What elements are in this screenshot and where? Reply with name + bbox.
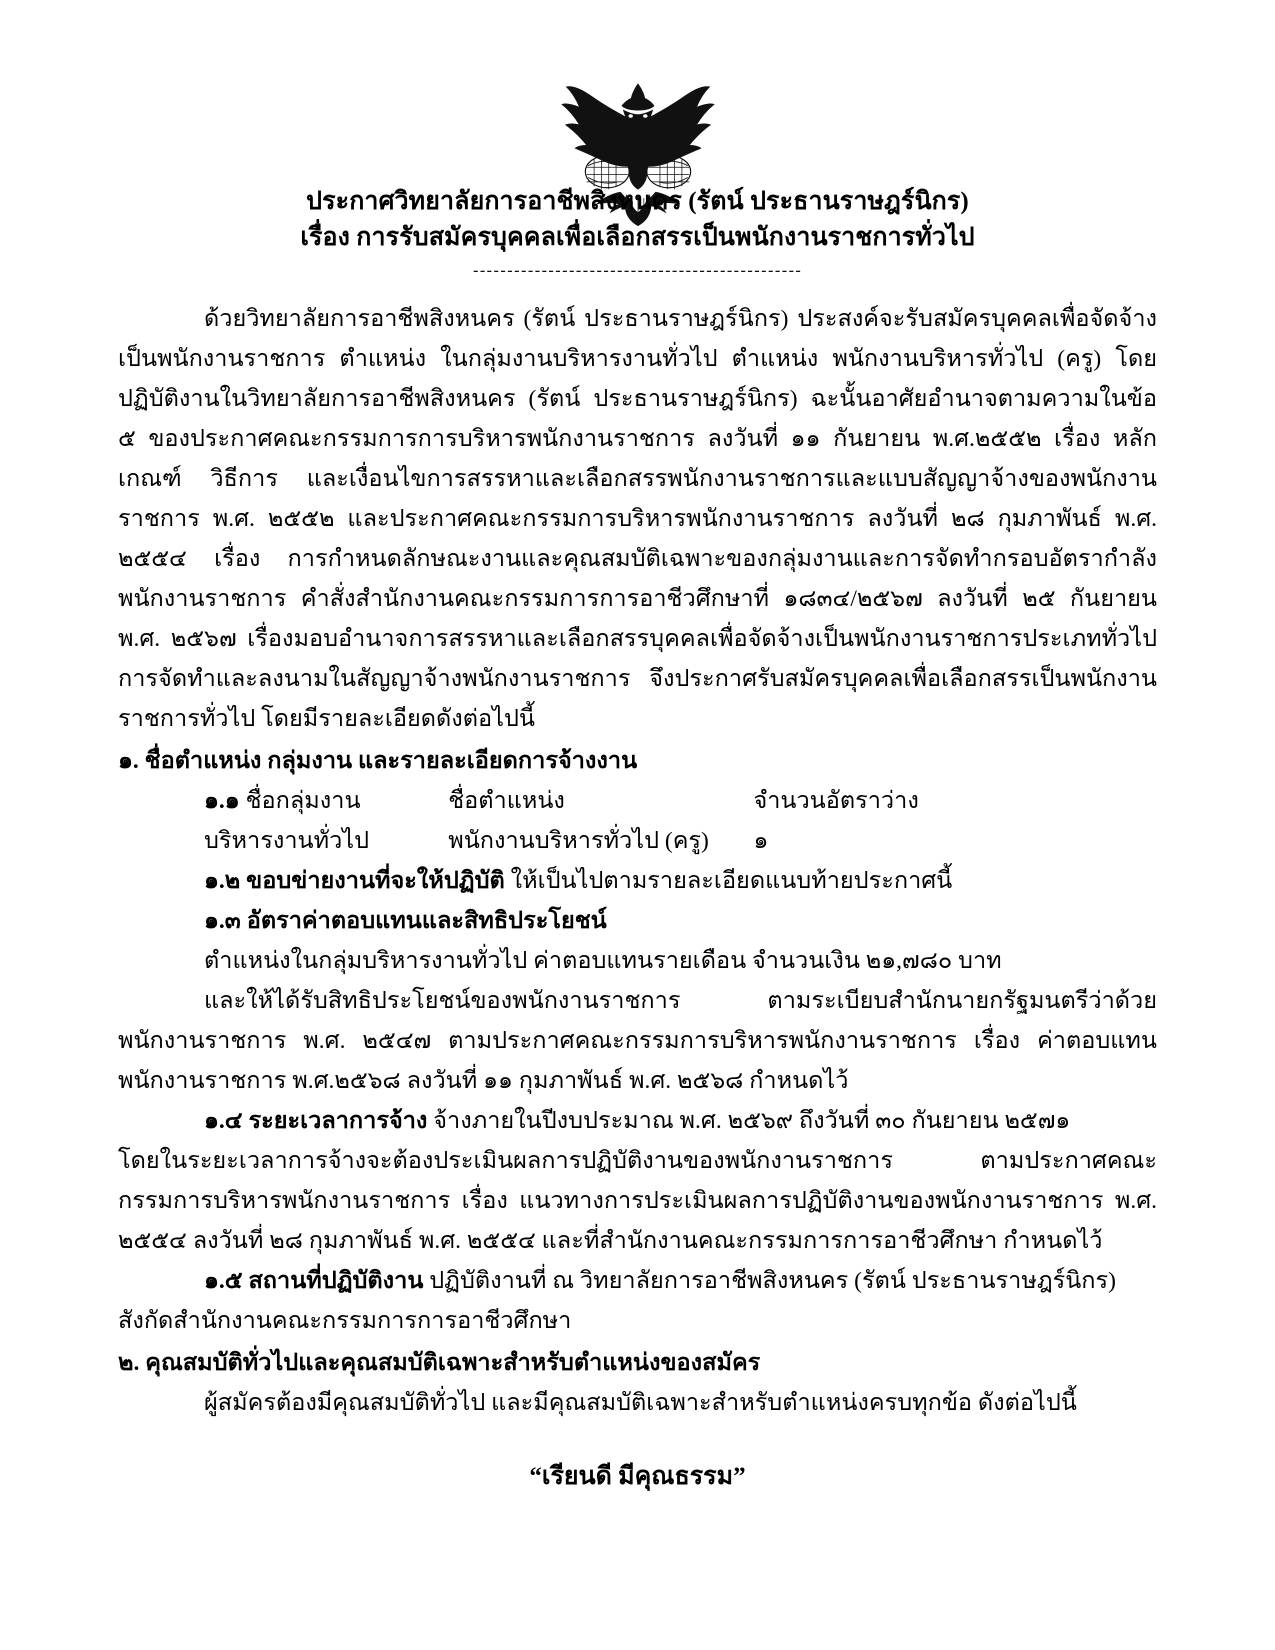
cell-vacancy-count: ๑ <box>753 828 769 854</box>
sub-1-3-line-1: ตำแหน่งในกลุ่มบริหารงานทั่วไป ค่าตอบแทนรายเดือน จำนวนเงิน ๒๑,๗๘๐ บาท <box>204 948 1002 974</box>
sub-1-1-number: ๑.๑ <box>204 788 240 814</box>
footer-motto: “เรียนดี มีคุณธรรม” <box>529 1463 746 1490</box>
sub-1-2-number: ๑.๒ <box>204 868 241 894</box>
table-col-group-header <box>204 781 448 821</box>
position-table <box>204 781 964 861</box>
document-body <box>118 299 1157 1497</box>
sub-1-4-continuation: โดยในระยะเวลาการจ้างจะต้องประเมินผลการปฏิบัติงานของพนักงานราชการ ตามประกาศคณะกรรมการบริหารพนักงานราชการ เรื่อง แนวทางการประเมินผลการปฏิบัติงานของพนักงานราชการ พ.ศ. ๒๕๕๔ ลงวันที่ ๒๘ กุมภาพันธ์ พ.ศ. ๒๕๕๔ และที่สำนักงานคณะกรรมการการอาชีวศึกษา กำหนดไว้ <box>118 1148 1157 1254</box>
sub-1-3-line-2: และให้ได้รับสิทธิประโยชน์ของพนักงานราชการ ตามระเบียบสำนักนายกรัฐมนตรีว่าด้วยพนักงานราชการ พ.ศ. ๒๕๔๗ ตามประกาศคณะกรรมการบริหารพนักงานราชการ เรื่อง ค่าตอบแทนพนักงานราชการ พ.ศ.๒๕๖๘ ลงวันที่ ๑๑ กุมภาพันธ์ พ.ศ. ๒๕๖๘ กำหนดไว้ <box>118 988 1157 1094</box>
sub-1-5-number: ๑.๕ <box>204 1268 243 1294</box>
sub-section-1-5 <box>204 1261 1157 1301</box>
emblem-container <box>118 0 1157 170</box>
sub-section-1-2 <box>204 861 1157 901</box>
sub-1-4-number: ๑.๔ <box>204 1108 243 1134</box>
table-header-row <box>204 781 964 821</box>
sub-1-2-label: ขอบข่ายงานที่จะให้ปฏิบัติ <box>246 868 505 894</box>
sub-1-2-text: ให้เป็นไปตามรายละเอียดแนบท้ายประกาศนี้ <box>510 868 953 894</box>
sub-1-4-text: จ้างภายในปีงบประมาณ พ.ศ. ๒๕๖๙ ถึงวันที่ ๓๐ กันยายน ๒๕๗๑ <box>433 1108 1071 1134</box>
sub-1-4-label: ระยะเวลาการจ้าง <box>248 1108 428 1134</box>
section-2-heading: ๒. คุณสมบัติทั่วไปและคุณสมบัติเฉพาะสำหรับตำแหน่งของสมัคร <box>118 1350 761 1376</box>
sub-section-1-4 <box>204 1101 1157 1141</box>
sub-1-3-number: ๑.๓ <box>204 908 241 934</box>
page-title: ประกาศวิทยาลัยการอาชีพสิงหนคร (รัตน์ ประธานราษฎร์นิกร) <box>306 188 969 215</box>
page-subtitle: เรื่อง การรับสมัครบุคคลเพื่อเลือกสรรเป็นพนักงานราชการทั่วไป <box>300 223 975 251</box>
section-1-heading: ๑. ชื่อตำแหน่ง กลุ่มงาน และรายละเอียดการจ้างงาน <box>118 748 638 774</box>
cell-group-name: บริหารงานทั่วไป <box>204 828 370 854</box>
title-divider: ------------------------------------------------ <box>472 261 803 280</box>
cell-position-name: พนักงานบริหารทั่วไป (ครู) <box>448 828 709 854</box>
table-col-vacancy-header: จำนวนอัตราว่าง <box>753 788 919 814</box>
intro-paragraph: ด้วยวิทยาลัยการอาชีพสิงหนคร (รัตน์ ประธานราษฎร์นิกร) ประสงค์จะรับสมัครบุคคลเพื่อจัดจ้างเป็นพนักงานราชการ ตำแหน่ง ในกลุ่มงานบริหารงานทั่วไป ตำแหน่ง พนักงานบริหารทั่วไป (ครู) โดยปฏิบัติงานในวิทยาลัยการอาชีพสิงหนคร (รัตน์ ประธานราษฎร์นิกร) ฉะนั้นอาศัยอำนาจตามความในข้อ ๕ ของประกาศคณะกรรมการการบริหารพนักงานราชการ ลงวันที่ ๑๑ กันยายน พ.ศ.๒๕๕๒ เรื่อง หลักเกณฑ์ วิธีการ และเงื่อนไขการสรรหาและเลือกสรรพนักงานราชการและแบบสัญญาจ้างของพนักงานราชการ พ.ศ. ๒๕๕๒ และประกาศคณะกรรมการบริหารพนักงานราชการ ลงวันที่ ๒๘ กุมภาพันธ์ พ.ศ. ๒๕๕๔ เรื่อง การกำหนดลักษณะงานและคุณสมบัติเฉพาะของกลุ่มงานและการจัดทำกรอบอัตรากำลังพนักงานราชการ คำสั่งสำนักงานคณะกรรมการการอาชีวศึกษาที่ ๑๘๓๔/๒๕๖๗ ลงวันที่ ๒๕ กันยายน พ.ศ. ๒๕๖๗ เรื่องมอบอำนาจการสรรหาและเลือกสรรบุคคลเพื่อจัดจ้างเป็นพนักงานราชการประเภททั่วไปการจัดทำและลงนามในสัญญาจ้างพนักงานราชการ จึงประกาศรับสมัครบุคคลเพื่อเลือกสรรเป็นพนักงานราชการทั่วไป โดยมีรายละเอียดดังต่อไปนี้ <box>118 306 1157 732</box>
sub-1-5-continuation: สังกัดสำนักงานคณะกรรมการการอาชีวศึกษา <box>118 1308 572 1334</box>
sub-1-3-label: อัตราค่าตอบแทนและสิทธิประโยชน์ <box>246 908 607 934</box>
col-group-label: ชื่อกลุ่มงาน <box>245 788 361 814</box>
table-row <box>204 821 964 861</box>
title-block <box>118 184 1157 281</box>
sub-1-5-text: ปฏิบัติงานที่ ณ วิทยาลัยการอาชีพสิงหนคร (รัตน์ ประธานราษฎร์นิกร) <box>429 1268 1116 1294</box>
sub-section-1-3 <box>204 901 1157 941</box>
sub-1-5-label: สถานที่ปฏิบัติงาน <box>248 1268 424 1294</box>
table-col-position-header: ชื่อตำแหน่ง <box>448 788 565 814</box>
section-2-text: ผู้สมัครต้องมีคุณสมบัติทั่วไป และมีคุณสมบัติเฉพาะสำหรับตำแหน่งครบทุกข้อ ดังต่อไปนี้ <box>204 1390 1077 1416</box>
